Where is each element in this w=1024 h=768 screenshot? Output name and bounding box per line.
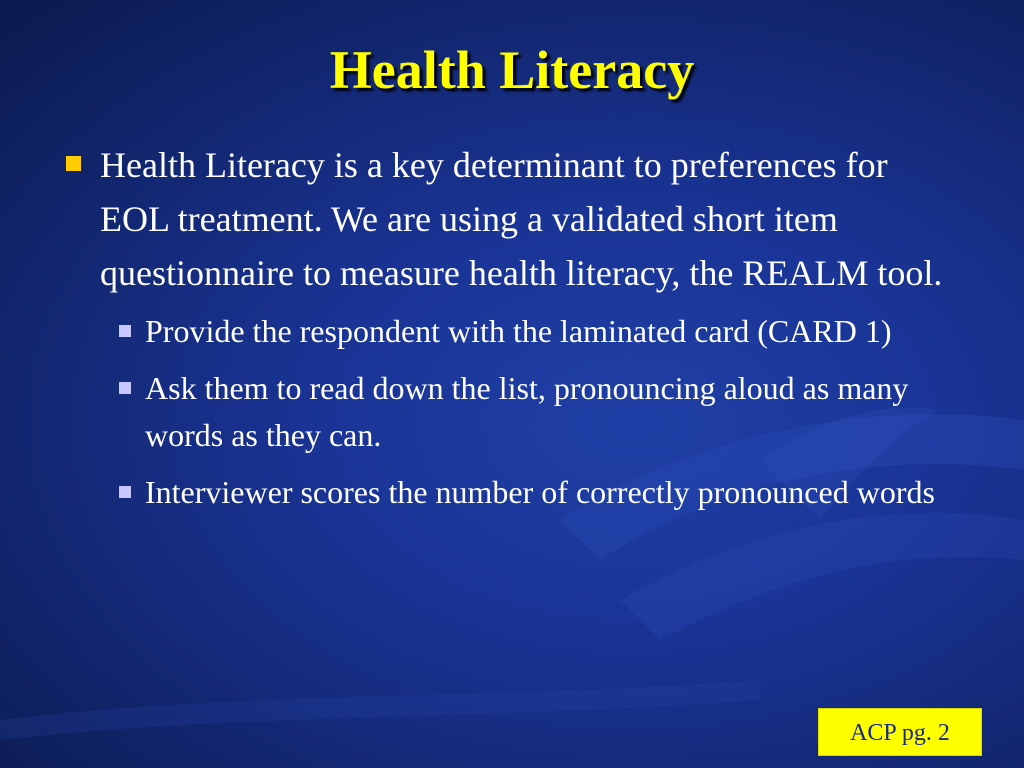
square-bullet-icon — [119, 382, 131, 394]
sub-bullet-item — [116, 469, 962, 516]
sub-bullet-item — [116, 308, 962, 355]
square-bullet-icon — [119, 325, 131, 337]
square-bullet-icon — [66, 156, 81, 171]
slide-body — [62, 138, 962, 526]
bullet-text: Health Literacy is a key determinant to preferences for EOL treatment. We are using a validated short item questionnaire to measure health literacy, the REALM tool. — [100, 145, 943, 293]
slide-title: Health Literacy — [329, 40, 695, 100]
sub-bullet-text: Ask them to read down the list, pronouncing aloud as many words as they can. — [145, 370, 909, 453]
square-bullet-icon — [119, 486, 131, 498]
bullet-item — [62, 138, 962, 300]
sub-bullet-item — [116, 365, 962, 459]
sub-bullet-text: Provide the respondent with the laminated card (CARD 1) — [145, 313, 892, 349]
reference-badge: ACP pg. 2 — [818, 708, 982, 756]
sub-bullet-text: Interviewer scores the number of correctly pronounced words — [145, 474, 935, 510]
sub-bullet-list — [116, 308, 962, 516]
